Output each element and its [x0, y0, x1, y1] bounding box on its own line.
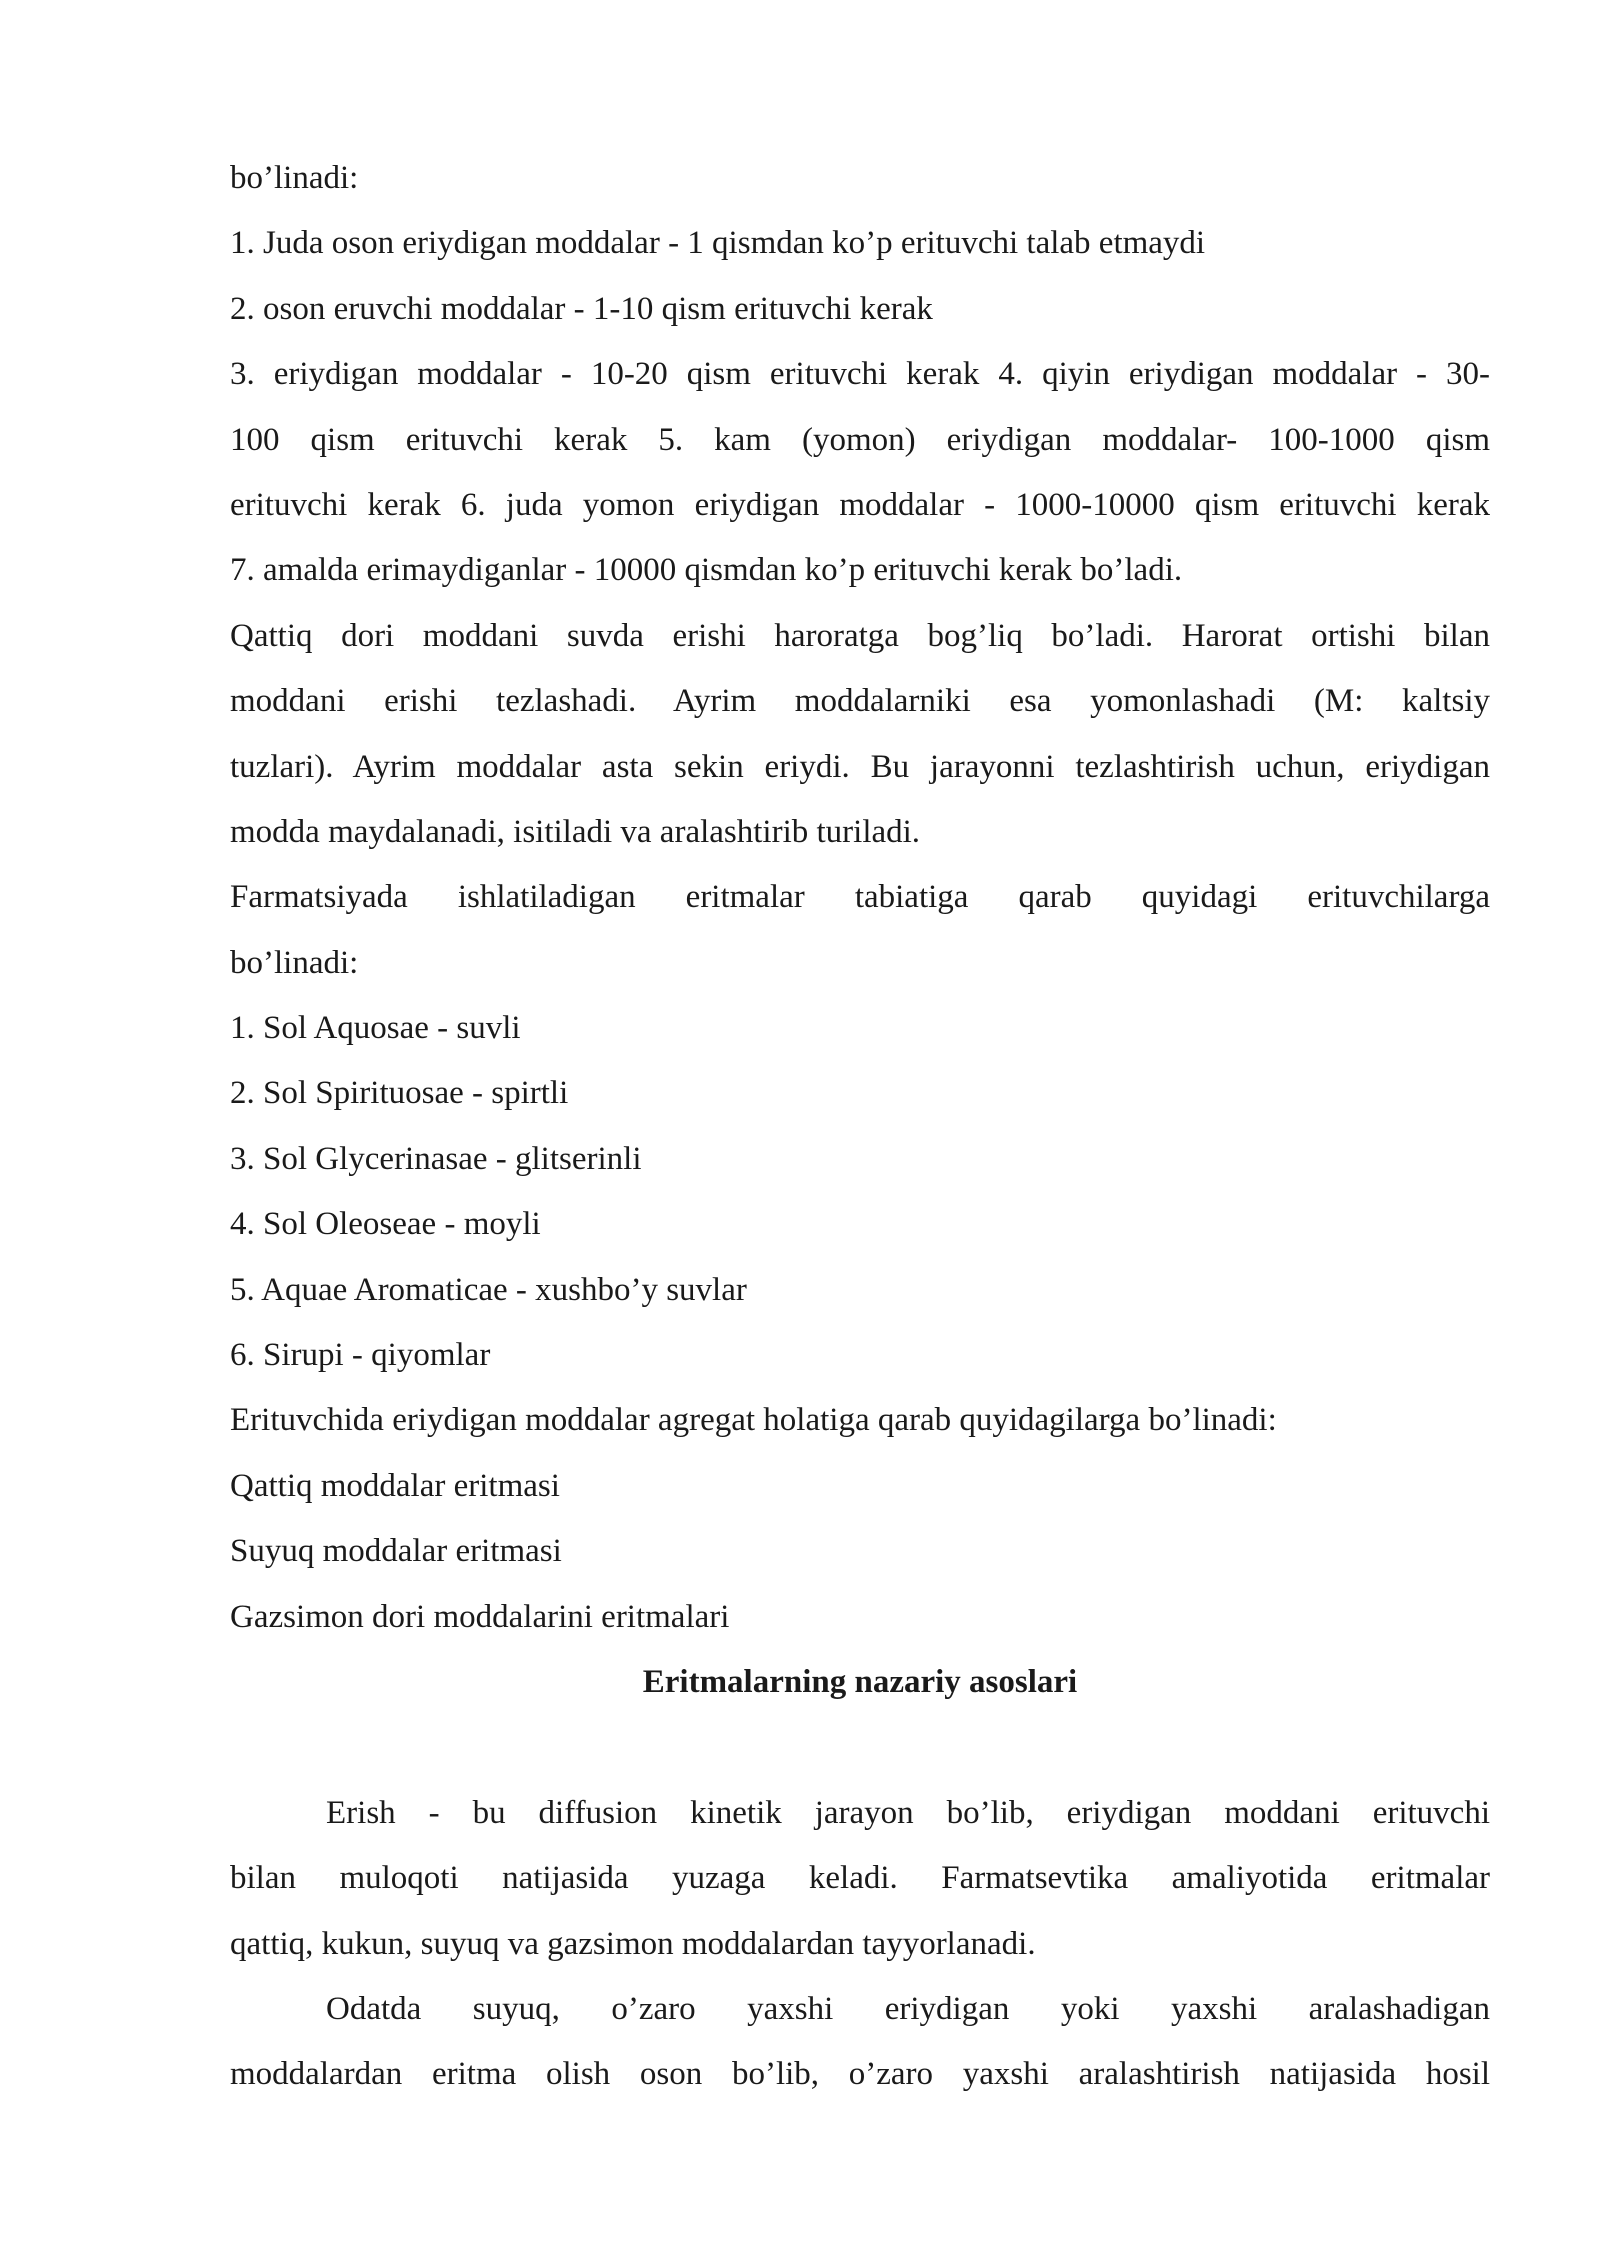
text-line: bilan muloqoti natijasida yuzaga keladi. Farmatsevtika amaliyotida eritmalar: [230, 1860, 1490, 1897]
text-line: 7. amalda erimaydiganlar - 10000 qismdan ko’p erituvchi kerak bo’ladi.: [230, 552, 1183, 589]
text-line: bo’linadi:: [230, 160, 359, 196]
text-line: Farmatsiyada ishlatiladigan eritmalar tabiatiga qarab quyidagi erituvchilarga: [230, 879, 1490, 916]
text-line: moddani erishi tezlashadi. Ayrim moddalarniki esa yomonlashadi (M: kaltsiy: [230, 683, 1490, 720]
text-line: 3. eriydigan moddalar - 10-20 qism erituvchi kerak 4. qiyin eriydigan moddalar - 30-: [230, 356, 1490, 393]
text-line: Erituvchida eriydigan moddalar agregat holatiga qarab quyidagilarga bo’linadi:: [230, 1402, 1277, 1439]
text-line: 1. Juda oson eriydigan moddalar - 1 qismdan ko’p erituvchi talab etmaydi: [230, 225, 1206, 262]
text-line: 6. Sirupi - qiyomlar: [230, 1337, 491, 1374]
text-line: moddalardan eritma olish oson bo’lib, o’zaro yaxshi aralashtirish natijasida hosil: [230, 2056, 1490, 2093]
text-line: 100 qism erituvchi kerak 5. kam (yomon) eriydigan moddalar- 100-1000 qism: [230, 421, 1490, 458]
text-line: Erish - bu diffusion kinetik jarayon bo’lib, eriydigan moddani erituvchi: [326, 1794, 1490, 1831]
body-text-bottom: [230, 1781, 1490, 2108]
text-line: 5. Aquae Aromaticae - xushbo’y suvlar: [230, 1271, 747, 1308]
text-line: 2. Sol Spirituosae - spirtli: [230, 1075, 569, 1112]
text-line: Odatda suyuq, o’zaro yaxshi eriydigan yoki yaxshi aralashadigan: [326, 1990, 1490, 2027]
text-line: Gazsimon dori moddalarini eritmalari: [230, 1598, 730, 1635]
text-line: 4. Sol Oleoseae - moyli: [230, 1206, 541, 1243]
blank-line: [230, 1715, 1490, 1780]
text-line: Qattiq dori moddani suvda erishi haroratga bog’liq bo’ladi. Harorat ortishi bilan: [230, 617, 1490, 654]
text-line: 1. Sol Aquosae - suvli: [230, 1010, 521, 1047]
text-line: 3. Sol Glycerinasae - glitserinli: [230, 1140, 642, 1177]
text-line: tuzlari). Ayrim moddalar asta sekin eriydi. Bu jarayonni tezlashtirish uchun, eriydigan: [230, 748, 1490, 785]
text-line: qattiq, kukun, suyuq va gazsimon moddalardan tayyorlanadi.: [230, 1925, 1036, 1962]
text-line: Qattiq moddalar eritmasi: [230, 1467, 560, 1504]
document-page: [230, 146, 1490, 2108]
section-heading: Eritmalarning nazariy asoslari: [642, 1663, 1078, 1700]
text-line: 2. oson eruvchi moddalar - 1-10 qism erituvchi kerak: [230, 290, 933, 327]
text-line: Suyuq moddalar eritmasi: [230, 1533, 562, 1570]
text-line: erituvchi kerak 6. juda yomon eriydigan moddalar - 1000-10000 qism erituvchi kerak: [230, 486, 1490, 523]
text-line: modda maydalanadi, isitiladi va aralashtirib turiladi.: [230, 813, 921, 850]
text-line: bo’linadi:: [230, 944, 359, 981]
body-text-top: [230, 146, 1490, 1650]
